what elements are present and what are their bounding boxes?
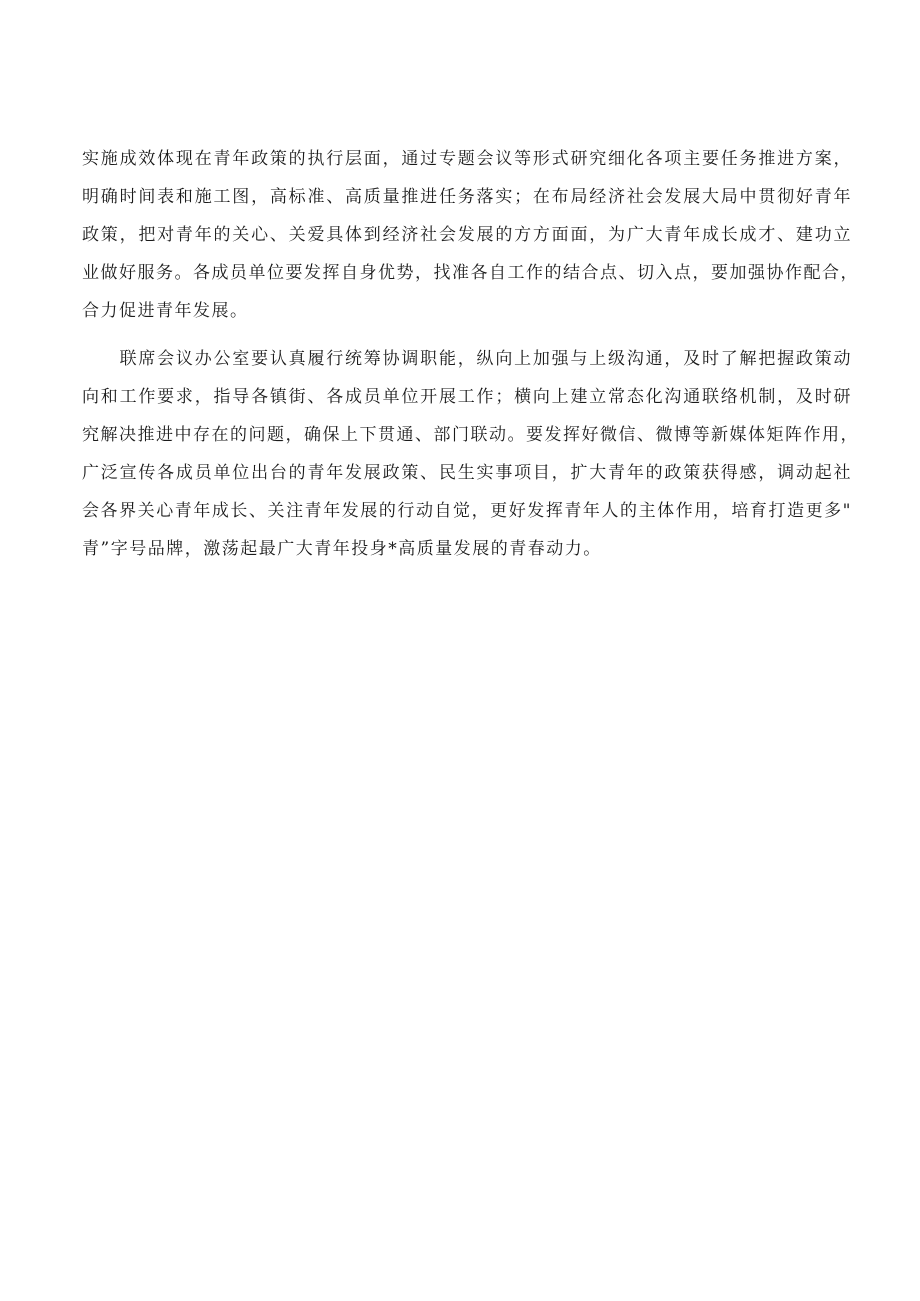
- paragraph-1: [82, 140, 859, 330]
- text-line: 广泛宣传各成员单位出台的青年发展政策、民生实事项目，扩大青年的政策获得感，调动起社: [82, 463, 852, 483]
- text-line: 业做好服务。各成员单位要发挥自身优势，找准各自工作的结合点、切入点，要加强协作配合，: [82, 263, 859, 283]
- text-line: 向和工作要求，指导各镇街、各成员单位开展工作；横向上建立常态化沟通联络机制，及时研: [82, 387, 852, 407]
- text-line: 明确时间表和施工图，高标准、高质量推进任务落实；在布局经济社会发展大局中贯彻好青年: [82, 187, 852, 207]
- text-line: 实施成效体现在青年政策的执行层面，通过专题会议等形式研究细化各项主要任务推进方案，: [82, 149, 852, 169]
- document-body: [82, 140, 859, 568]
- text-line: 合力促进青年发展。: [82, 301, 249, 321]
- text-line: 联席会议办公室要认真履行统筹协调职能，纵向上加强与上级沟通，及时了解把握政策动: [82, 349, 852, 369]
- text-line: 青”字号品牌，激荡起最广大青年投身*高质量发展的青春动力。: [82, 539, 602, 559]
- paragraph-2: [82, 340, 859, 568]
- text-line: 会各界关心青年成长、关注青年发展的行动自觉，更好发挥青年人的主体作用，培育打造更多": [82, 501, 852, 521]
- text-line: 究解决推进中存在的问题，确保上下贯通、部门联动。要发挥好微信、微博等新媒体矩阵作用，: [82, 425, 859, 445]
- text-line: 政策，把对青年的关心、关爱具体到经济社会发展的方方面面，为广大青年成长成才、建功立: [82, 225, 852, 245]
- paragraph-spacer: [82, 330, 852, 340]
